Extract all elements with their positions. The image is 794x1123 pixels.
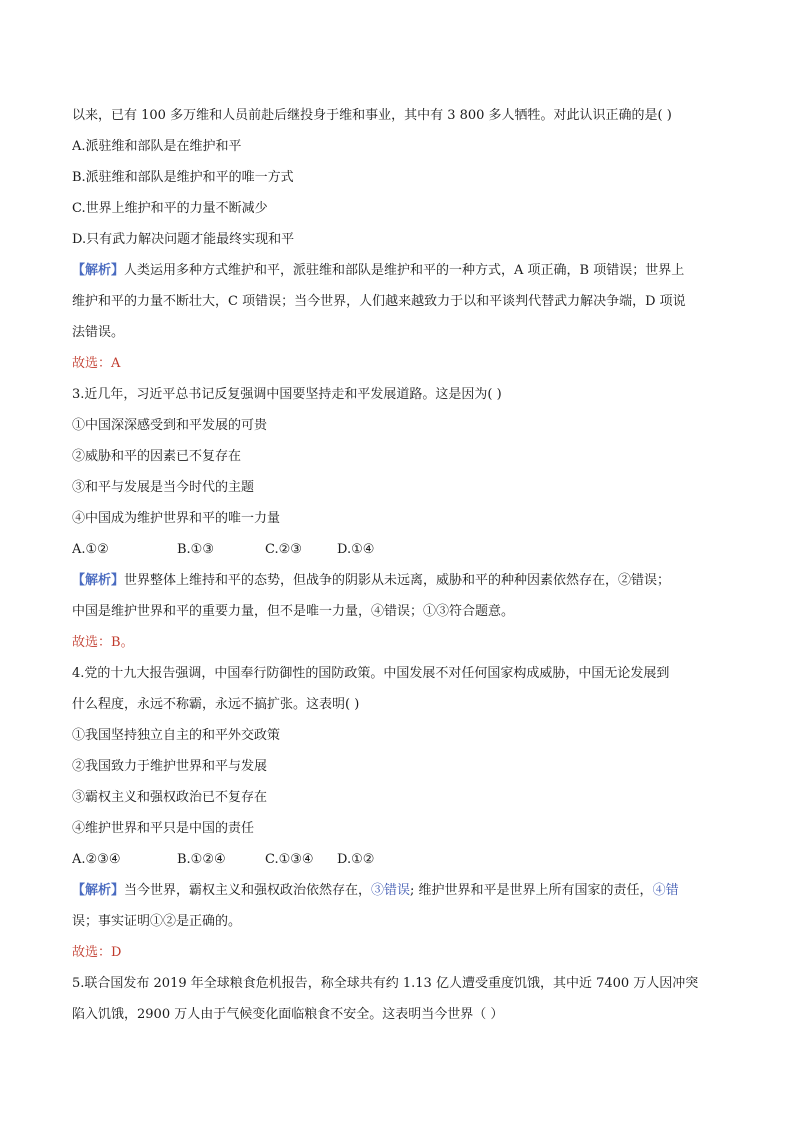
analysis-tag: 【解析】	[72, 883, 125, 898]
analysis-tag: 【解析】	[72, 263, 125, 278]
q4-answer: 故选：D	[72, 945, 122, 960]
q4-choice-c: C.①③④	[265, 852, 314, 867]
q3-analysis-line-2: 中国是维护世界和平的重要力量，但不是唯一力量，④错误；①③符合题意。	[72, 604, 515, 619]
q3-choice-d: D.①④	[337, 542, 375, 557]
q3-stem: 3.近几年，习近平总书记反复强调中国要坚持走和平发展道路。这是因为( )	[72, 387, 502, 402]
document-page	[72, 100, 732, 1030]
q3-choices	[72, 534, 732, 565]
q3-answer: 故选：B。	[72, 635, 134, 650]
q2-option-a: A.派驻维和部队是在维护和平	[72, 139, 242, 154]
q4-analysis-line-2: 误；事实证明①②是正确的。	[72, 914, 242, 929]
analysis-tag: 【解析】	[72, 573, 125, 588]
q3-choice-a: A.①②	[72, 542, 109, 557]
q2-answer: 故选：A	[72, 356, 121, 371]
q4-item-3: ③霸权主义和强权政治已不复存在	[72, 790, 268, 805]
q3-choice-b: B.①③	[177, 542, 214, 557]
q2-option-b: B.派驻维和部队是维护和平的唯一方式	[72, 170, 294, 185]
q4-choice-b: B.①②④	[177, 852, 226, 867]
q2-option-c: C.世界上维护和平的力量不断减少	[72, 201, 268, 216]
q3-analysis-line-1: 【解析】世界整体上维持和平的态势，但战争的阴影从未远离，威胁和平的种种因素依然存在，②错误；	[72, 573, 671, 588]
q3-item-2: ②威胁和平的因素已不复存在	[72, 449, 242, 464]
q2-stem: 以来，已有 100 多万维和人员前赴后继投身于维和事业，其中有 3 800 多人牺牲。对此认识正确的是( )	[72, 108, 672, 123]
q2-option-d: D.只有武力解决问题才能最终实现和平	[72, 232, 295, 247]
q2-analysis-line-3: 法错误。	[72, 325, 125, 340]
q4-choice-a: A.②③④	[72, 852, 121, 867]
q2-analysis-line-1: 【解析】人类运用多种方式维护和平，派驻维和部队是维护和平的一种方式，A 项正确，B 项错误；世界上	[72, 263, 685, 278]
q4-analysis-line-1: 【解析】当今世界，霸权主义和强权政治依然存在，③错误; 维护世界和平是世界上所有国家的责任，④错	[72, 883, 679, 898]
q3-item-1: ①中国深深感受到和平发展的可贵	[72, 418, 268, 433]
q5-stem-line-1: 5.联合国发布 2019 年全球粮食危机报告，称全球共有约 1.13 亿人遭受重度饥饿，其中近 7400 万人因冲突	[72, 976, 699, 991]
q3-item-3: ③和平与发展是当今时代的主题	[72, 480, 255, 495]
q3-item-4: ④中国成为维护世界和平的唯一力量	[72, 511, 281, 526]
q4-item-2: ②我国致力于维护世界和平与发展	[72, 759, 268, 774]
q4-stem-line-2: 什么程度，永远不称霸，永远不搞扩张。这表明( )	[72, 697, 360, 712]
q4-item-1: ①我国坚持独立自主的和平外交政策	[72, 728, 281, 743]
q4-choice-d: D.①②	[337, 852, 375, 867]
q3-choice-c: C.②③	[265, 542, 302, 557]
q2-analysis-line-2: 维护和平的力量不断壮大，C 项错误；当今世界，人们越来越致力于以和平谈判代替武力解决争端，D 项说	[72, 294, 686, 309]
q5-stem-line-2: 陷入饥饿，2900 万人由于气候变化面临粮食不安全。这表明当今世界（ ）	[72, 1007, 504, 1022]
q4-item-4: ④维护世界和平只是中国的责任	[72, 821, 255, 836]
q4-choices	[72, 844, 732, 875]
q4-stem-line-1: 4.党的十九大报告强调，中国奉行防御性的国防政策。中国发展不对任何国家构成威胁，中国无论发展到	[72, 666, 670, 681]
